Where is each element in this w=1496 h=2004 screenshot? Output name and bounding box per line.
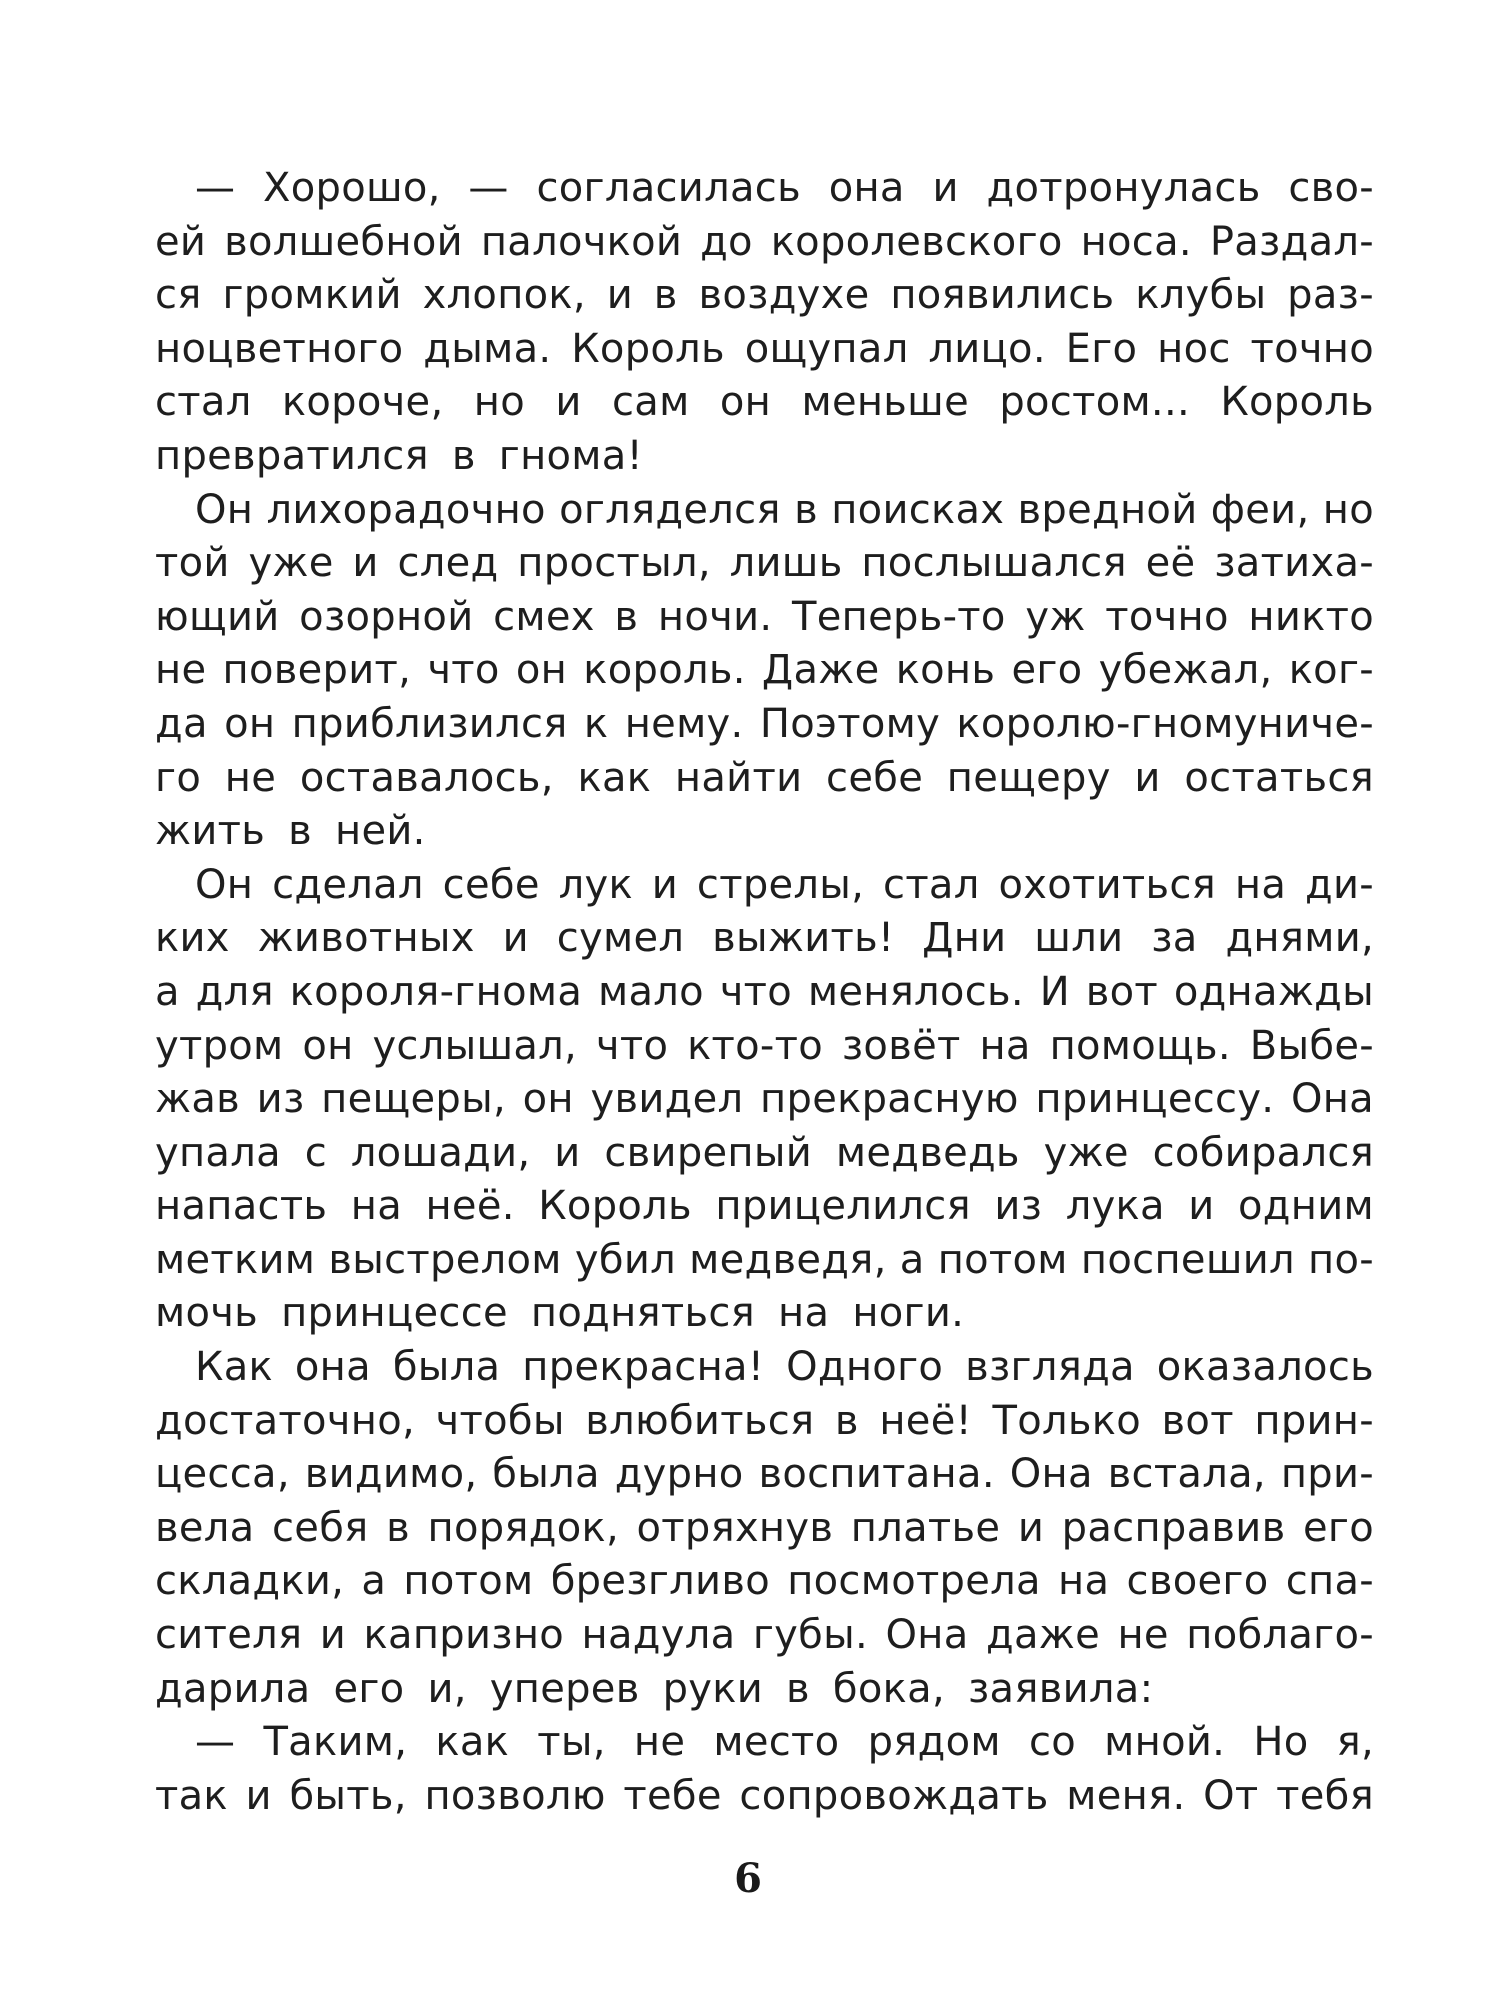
- text-line: ких животных и сумел выжить! Дни шли за днями,: [155, 915, 1374, 962]
- text-line: стал короче, но и сам он меньше ростом... Король: [155, 379, 1374, 426]
- text-line: — Таким, как ты, не место рядом со мной. Но я,: [195, 1719, 1374, 1766]
- text-line: жить в ней.: [155, 808, 426, 855]
- page-number: 6: [734, 1855, 762, 1902]
- text-line: го не оставалось, как найти себе пещеру и остаться: [155, 754, 1374, 801]
- text-line: ся громкий хлопок, и в воздухе появились клубы раз-: [155, 272, 1374, 319]
- text-line: ющий озорной смех в ночи. Теперь-то уж точно никто: [155, 593, 1374, 640]
- text-line: достаточно, чтобы влюбиться в неё! Только вот прин-: [155, 1397, 1374, 1444]
- text-line: утром он услышал, что кто-то зовёт на помощь. Выбе-: [155, 1022, 1374, 1069]
- text-line: не поверит, что он король. Даже конь его убежал, ког-: [155, 647, 1374, 694]
- text-line: складки, а потом брезгливо посмотрела на своего спа-: [155, 1558, 1374, 1605]
- text-line: цесса, видимо, была дурно воспитана. Она встала, при-: [155, 1451, 1374, 1498]
- text-line: превратился в гнома!: [155, 432, 643, 479]
- text-line: дарила его и, уперев руки в бока, заявила:: [155, 1665, 1154, 1712]
- text-line: упала с лошади, и свирепый медведь уже собирался: [155, 1129, 1374, 1176]
- text-line: вела себя в порядок, отряхнув платье и расправив его: [155, 1504, 1374, 1551]
- text-line: той уже и след простыл, лишь послышался её затиха-: [155, 540, 1374, 587]
- text-line: так и быть, позволю тебе сопровождать меня. От тебя: [155, 1772, 1374, 1819]
- text-line: Он сделал себе лук и стрелы, стал охотиться на ди-: [195, 861, 1374, 908]
- body-text: [155, 162, 1374, 1823]
- text-line: ноцветного дыма. Король ощупал лицо. Его нос точно: [155, 325, 1374, 372]
- text-line: Он лихорадочно огляделся в поисках вредной феи, но: [195, 486, 1374, 533]
- text-line: Как она была прекрасна! Одного взгляда оказалось: [195, 1344, 1374, 1391]
- text-line: да он приблизился к нему. Поэтому королю-гномуниче-: [155, 700, 1374, 747]
- text-line: — Хорошо, — согласилась она и дотронулась сво-: [195, 165, 1374, 211]
- text-line: ей волшебной палочкой до королевского носа. Раздал-: [155, 218, 1374, 265]
- text-line: сителя и капризно надула губы. Она даже не поблаго-: [155, 1612, 1374, 1659]
- text-line: мочь принцессе подняться на ноги.: [155, 1290, 965, 1337]
- text-line: метким выстрелом убил медведя, а потом поспешил по-: [155, 1236, 1374, 1283]
- text-line: жав из пещеры, он увидел прекрасную принцессу. Она: [155, 1076, 1374, 1123]
- text-line: напасть на неё. Король прицелился из лука и одним: [155, 1183, 1374, 1230]
- text-line: а для короля-гнома мало что менялось. И вот однажды: [155, 968, 1374, 1015]
